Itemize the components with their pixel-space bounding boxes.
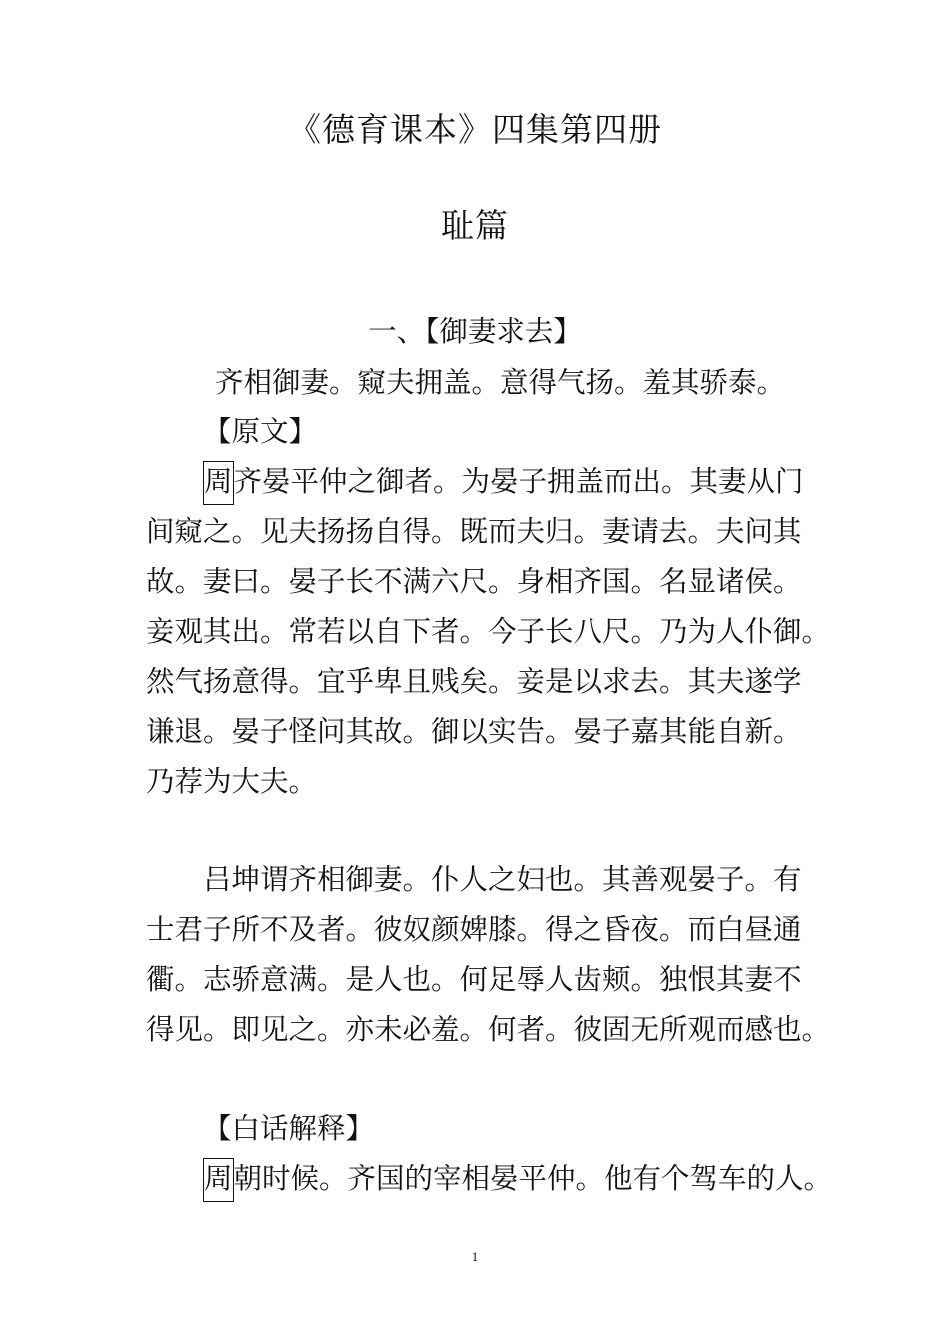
original-text-line: 故。妻曰。晏子长不满六尺。身相齐国。名显诸侯。 [146,565,802,598]
original-text-line: 然气扬意得。宜乎卑且贱矣。妾是以求去。其夫遂学 [146,665,802,698]
vernacular-text-fragment: 朝时候。齐国的宰相晏平仲。他有个驾车的人。 [233,1162,833,1195]
boxed-character: 周 [203,1158,234,1202]
original-text-line: 间窥之。见夫扬扬自得。既而夫归。妻请去。夫问其 [146,515,802,548]
commentary-line: 衢。志骄意满。是人也。何足辱人齿颊。独恨其妻不 [146,963,802,996]
commentary-line: 得见。即见之。亦未必羞。何者。彼固无所观而感也。 [146,1013,831,1046]
original-text-line: 妾观其出。常若以自下者。今子长八尺。乃为人仆御。 [146,615,831,648]
vernacular-label: 【白话解释】 [203,1112,375,1145]
document-title: 《德育课本》四集第四册 [288,110,662,149]
section-summary: 齐相御妻。窥夫拥盖。意得气扬。羞其骄泰。 [215,366,786,399]
original-text-label: 【原文】 [203,415,318,448]
original-text-line [203,463,883,501]
page-number: 1 [471,1249,479,1264]
original-text-line: 乃荐为大夫。 [146,765,318,798]
chapter-title: 耻篇 [441,206,509,245]
original-text-line: 谦退。晏子怪问其故。御以实告。晏子嘉其能自新。 [146,715,802,748]
section-heading: 一、【御妻求去】 [368,315,582,348]
commentary-line: 吕坤谓齐相御妻。仆人之妇也。其善观晏子。有 [203,863,802,896]
vernacular-line [203,1160,883,1198]
original-text-fragment: 齐晏平仲之御者。为晏子拥盖而出。其妻从门 [233,465,804,498]
commentary-line: 士君子所不及者。彼奴颜婢膝。得之昏夜。而白昼通 [146,913,802,946]
boxed-character: 周 [203,461,234,505]
